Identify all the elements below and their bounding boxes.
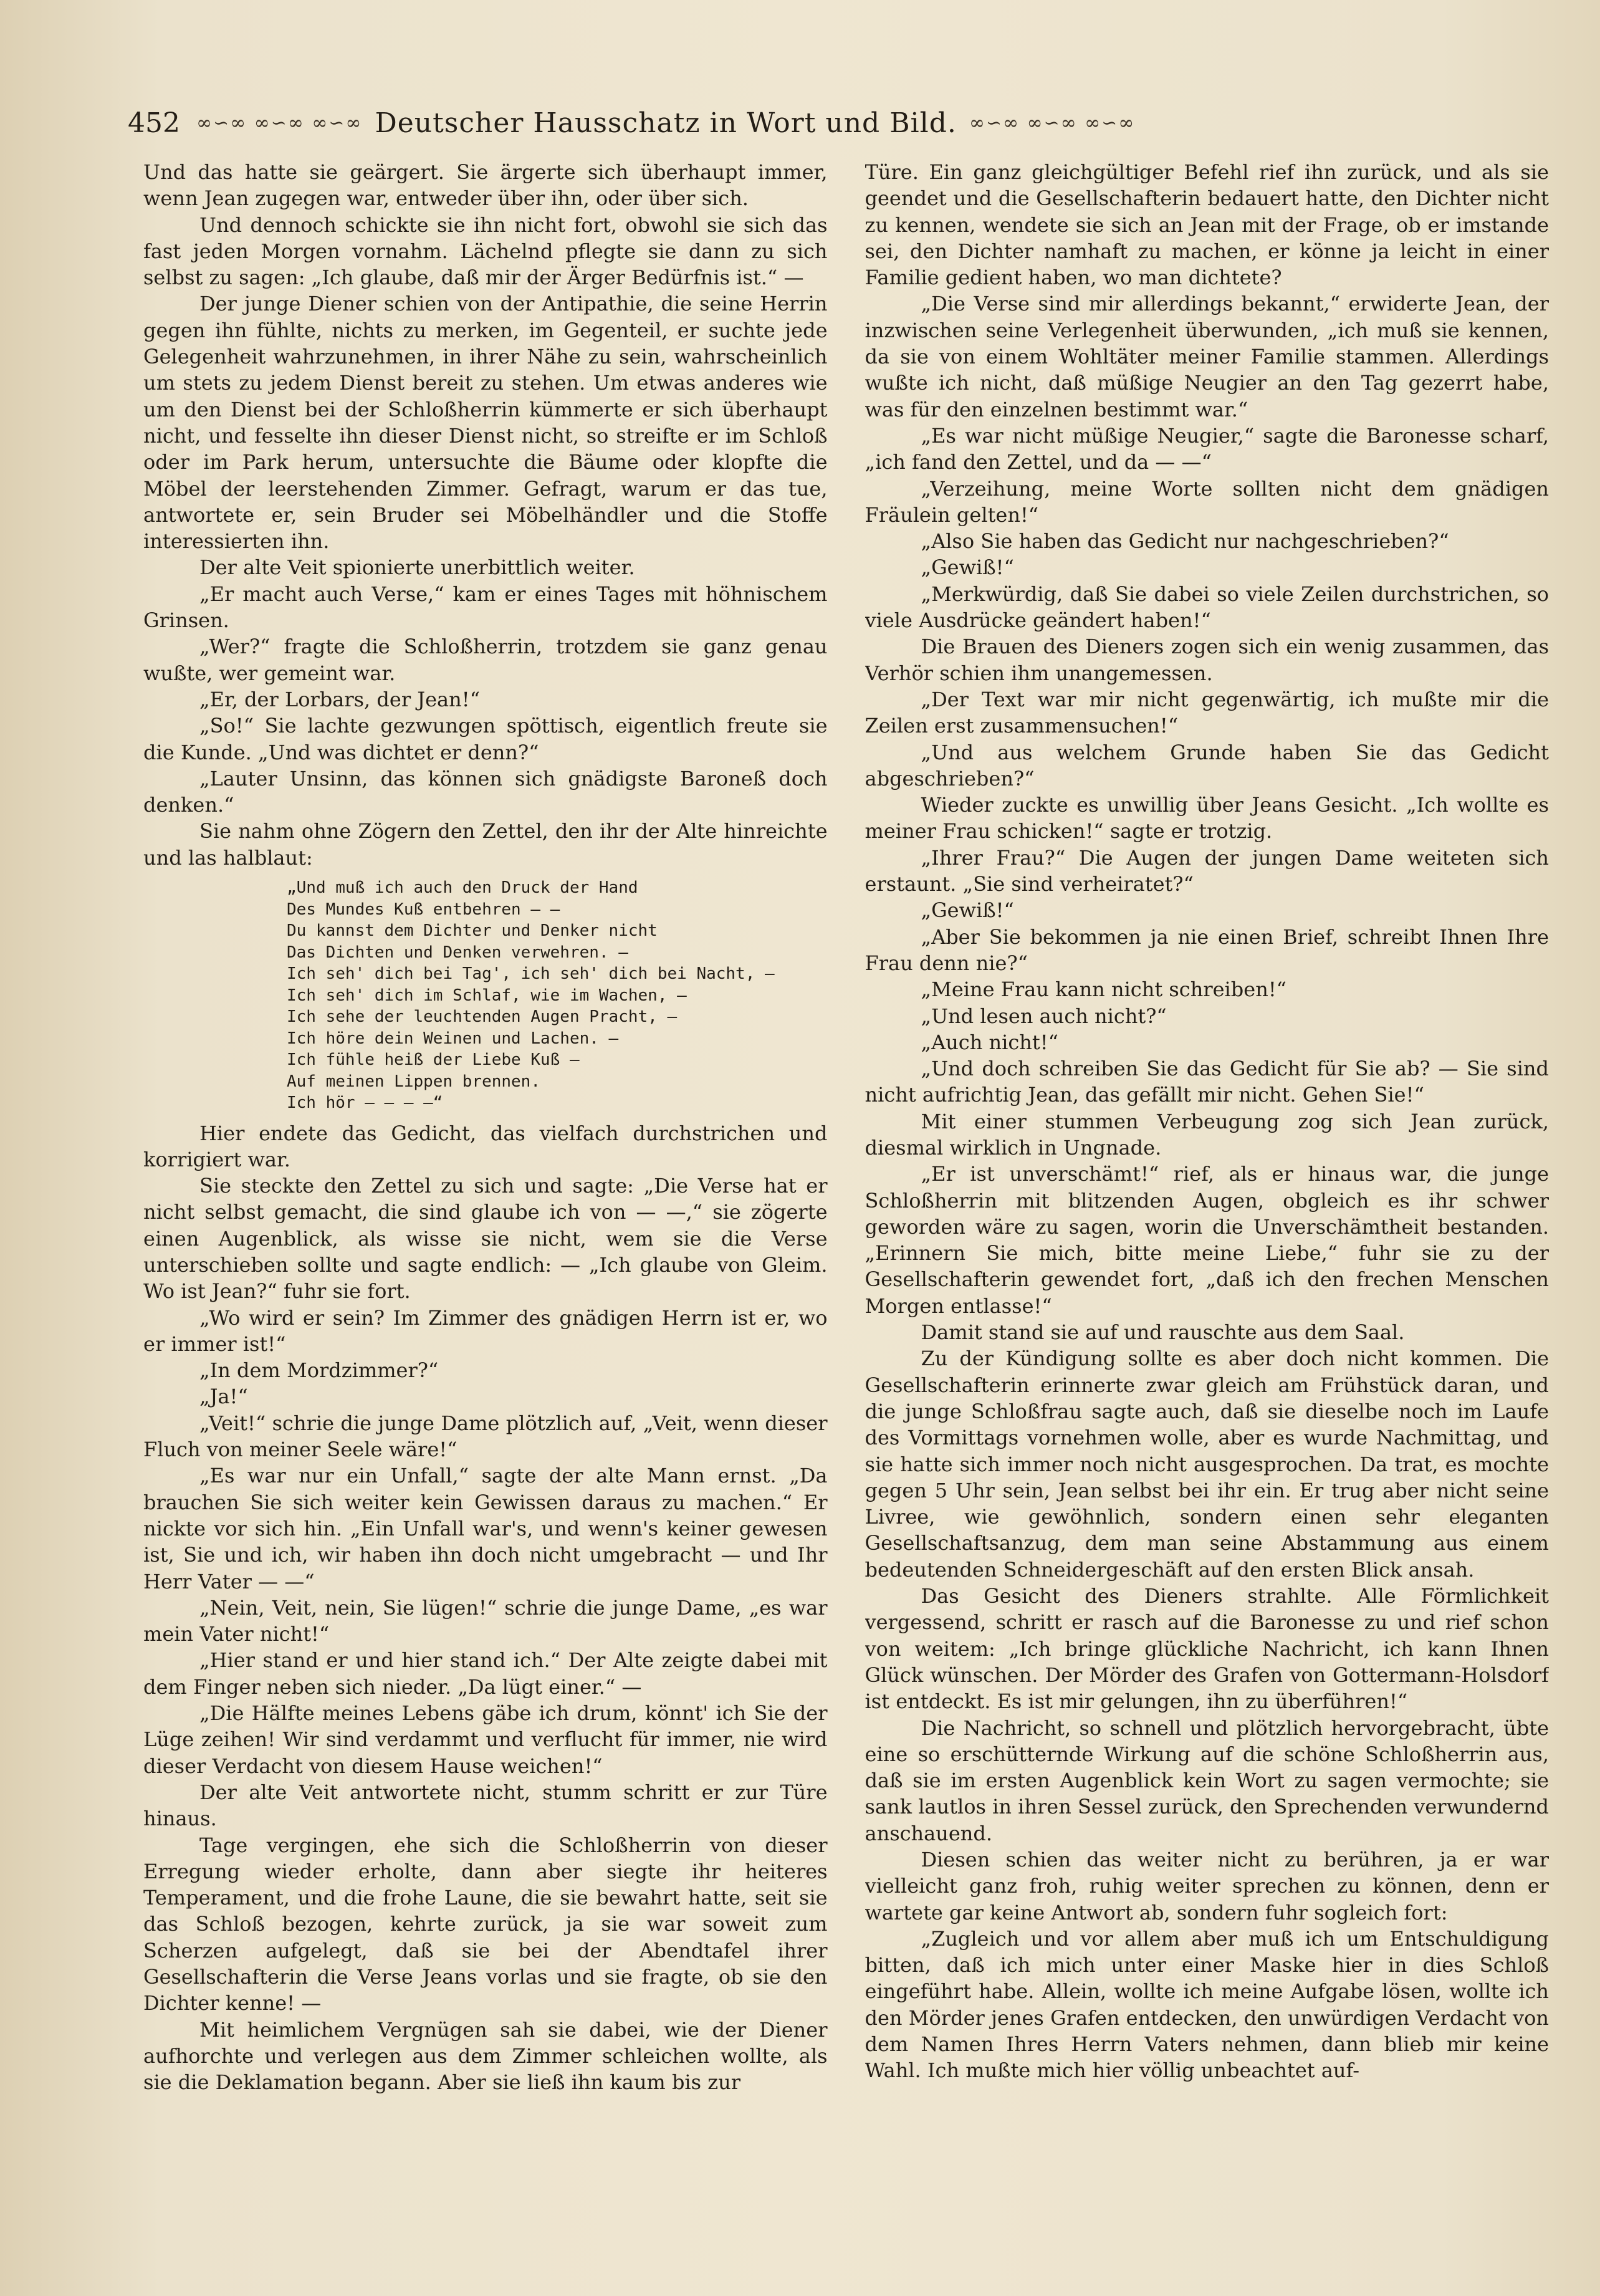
poem-line: „Und muß ich auch den Druck der Hand [287,878,638,898]
paragraph: Der alte Veit antwortete nicht, stumm schritt er zur Türe hinaus. [143,1780,828,1831]
paragraph: „Gewiß!“ [921,555,1014,580]
paragraph: „Wo wird er sein? Im Zimmer des gnädigen Herrn ist er, wo er immer ist!“ [143,1305,828,1356]
paragraph: „Auch nicht!“ [921,1030,1058,1054]
paragraph: „Und aus welchem Grunde haben Sie das Gedicht abgeschrieben?“ [865,740,1549,790]
paragraph: „In dem Mordzimmer?“ [199,1358,439,1383]
paragraph: Der junge Diener schien von der Antipathie, die seine Herrin gegen ihn fühlte, nichts zu merken, im Gegenteil, er suchte jede Gelegenheit wahrzunehmen, in ihrer Nähe zu sein, wahrscheinlich um stets zu jedem Dienst bereit zu stehen. Um etwas anderes wie um den Dienst bei der Schloßherrin kümmerte er sich überhaupt nicht, und fesselte ihn dieser Dienst nicht, so streifte er im Schloß oder im Park herum, untersuchte die Bäume oder klopfte die Möbel der leerstehenden Zimmer. Gefragt, warum er das tue, antwortete er, sein Bruder sei Möbelhändler und die Stoffe interessierten ihn. [143,292,828,554]
paragraph: Türe. Ein ganz gleichgültiger Befehl rief ihn zurück, und als sie geendet und die Gesellschafterin bedauert hatte, den Dichter nicht zu kennen, wendete sie sich an Jean mit der Frage, ob er imstande sei, den Dichter namhaft zu machen, er könne ja leicht in einer Familie gedient haben, wo man dichtete? [865,160,1549,290]
paragraph: Das Gesicht des Dieners strahlte. Alle Förmlichkeit vergessend, schritt er rasch auf die Baronesse zu und rief schon von weitem: „Ich bringe glückliche Nachricht, ich kann Ihnen Glück wünschen. Der Mörder des Grafen von Gottermann-Holsdorf ist entdeckt. Es ist mir gelungen, ihn zu überführen!“ [865,1584,1549,1714]
paragraph: Sie nahm ohne Zögern den Zettel, den ihr der Alte hinreichte und las halblaut: [143,819,828,870]
paragraph: „Es war nicht müßige Neugier,“ sagte die Baronesse scharf, „ich fand den Zettel, und da — —“ [865,423,1549,474]
paragraph: „Hier stand er und hier stand ich.“ Der Alte zeigte dabei mit dem Finger neben sich nieder. „Da lügt einer.“ — [143,1648,828,1699]
right-column [865,159,1550,2260]
page-number: 452 [128,107,180,139]
paragraph: „Lauter Unsinn, das können sich gnädigste Baroneß doch denken.“ [143,766,828,817]
paragraph: Tage vergingen, ehe sich die Schloßherrin von dieser Erregung wieder erholte, dann aber siegte ihr heiteres Temperament, und die frohe Laune, die sie bewahrt hatte, seit sie das Schloß bezogen, kehrte zurück, ja sie war soweit zum Scherzen aufgelegt, daß sie bei der Abendtafel ihrer Gesellschafterin die Verse Jeans vorlas und sie fragte, ob sie den Dichter kenne! — [143,1833,828,2015]
ornament-left-icon: ∞∽∞ ∞∽∞ ∞∽∞ [196,112,363,134]
left-column [143,159,828,2260]
paragraph: „Merkwürdig, daß Sie dabei so viele Zeilen durchstrichen, so viele Ausdrücke geändert haben!“ [865,582,1549,633]
paragraph: „Die Hälfte meines Lebens gäbe ich drum, könnt' ich Sie der Lüge zeihen! Wir sind verdammt und verflucht für immer, nie wird dieser Verdacht von diesem Hause weichen!“ [143,1701,828,1778]
paragraph: „Veit!“ schrie die junge Dame plötzlich auf, „Veit, wenn dieser Fluch von meiner Seele wäre!“ [143,1411,828,1462]
paragraph: Mit einer stummen Verbeugung zog sich Jean zurück, diesmal wirklich in Ungnade. [865,1109,1549,1160]
poem-line: Das Dichten und Denken verwehren. — [287,943,628,962]
ornament-right-icon: ∞∽∞ ∞∽∞ ∞∽∞ [969,112,1136,134]
paragraph: Sie steckte den Zettel zu sich und sagte: „Die Verse hat er nicht selbst gemacht, die sind glaube ich von — —,“ sie zögerte einen Augenblick, als wisse sie nicht, wem sie die Verse unterschieben sollte und sagte endlich: — „Ich glaube von Gleim. Wo ist Jean?“ fuhr sie fort. [143,1174,828,1304]
paragraph: „Wer?“ fragte die Schloßherrin, trotzdem sie ganz genau wußte, wer gemeint war. [143,635,828,685]
poem-line: Auf meinen Lippen brennen. [287,1072,540,1091]
poem-line: Ich hör — — — —“ [287,1093,443,1113]
paragraph: Hier endete das Gedicht, das vielfach durchstrichen und korrigiert war. [143,1121,828,1171]
paragraph: Und das hatte sie geärgert. Sie ärgerte sich überhaupt immer, wenn Jean zugegen war, entweder über ihn, oder über sich. [143,160,828,211]
paragraph: „Gewiß!“ [921,898,1014,923]
paragraph: „Der Text war mir nicht gegenwärtig, ich mußte mir die Zeilen erst zusammensuchen!“ [865,687,1549,738]
paragraph: „Er ist unverschämt!“ rief, als er hinaus war, die junge Schloßherrin mit blitzenden Augen, obgleich es ihr schwer geworden wäre zu sagen, worin die Unverschämtheit bestanden. „Erinnern Sie mich, bitte meine Liebe,“ fuhr sie zu der Gesellschafterin gewendet fort, „daß ich den frechen Menschen Morgen entlasse!“ [865,1162,1549,1318]
paragraph: Diesen schien das weiter nicht zu berühren, ja er war vielleicht ganz froh, ruhig weiter sprechen zu können, denn er wartete gar keine Antwort ab, sondern fuhr sogleich fort: [865,1848,1549,1924]
paragraph: „Zugleich und vor allem aber muß ich um Entschuldigung bitten, daß ich mich unter einer Maske hier in dies Schloß eingeführt habe. Allein, wollte ich meine Aufgabe lösen, wollte ich den Mörder jenes Grafen entdecken, den unwürdigen Verdacht von dem Namen Ihres Herrn Vaters nehmen, dann blieb mir keine Wahl. Ich mußte mich hier völlig unbeachtet auf- [865,1926,1549,2083]
paragraph: „Meine Frau kann nicht schreiben!“ [921,977,1287,1002]
poem-line: Ich seh' dich im Schlaf, wie im Wachen, — [287,986,687,1005]
poem-line: Des Mundes Kuß entbehren — — [287,900,560,919]
paragraph: Der alte Veit spionierte unerbittlich weiter. [199,555,635,580]
paragraph: Die Nachricht, so schnell und plötzlich hervorgebracht, übte eine so erschütternde Wirkung auf die schöne Schloßherrin aus, daß sie im ersten Augenblick kein Wort zu sagen vermochte; sie sank lautlos in ihren Sessel zurück, den Sprechenden verwundernd anschauend. [865,1716,1549,1845]
paragraph: Mit heimlichem Vergnügen sah sie dabei, wie der Diener aufhorchte und verlegen aus dem Zimmer schleichen wollte, als sie die Deklamation begann. Aber sie ließ ihn kaum bis zur [143,2017,828,2095]
paragraph: Zu der Kündigung sollte es aber doch nicht kommen. Die Gesellschafterin erinnerte zwar gleich am Frühstück daran, und die junge Schloßfrau sagte auch, daß sie dieselbe noch im Laufe des Vormittags vornehmen wolle, aber es wurde Nachmittag, und sie hatte sich immer noch nicht ausgesprochen. Da trat, es mochte gegen 5 Uhr sein, Jean selbst bei ihr ein. Er trug aber nicht seine Livree, wie gewöhnlich, sondern einen sehr eleganten Gesellschaftsanzug, dem man seine Abstammung aus einem bedeutenden Schneidergeschäft auf den ersten Blick ansah. [865,1347,1549,1582]
poem [287,877,828,1114]
poem-line: Du kannst dem Dichter und Denker nicht [287,921,658,941]
paragraph: „Aber Sie bekommen ja nie einen Brief, schreibt Ihnen Ihre Frau denn nie?“ [865,925,1549,975]
paragraph: „Er, der Lorbars, der Jean!“ [199,687,480,711]
text-columns [143,159,1549,2260]
paragraph: Damit stand sie auf und rauschte aus dem Saal. [921,1320,1405,1345]
paragraph: „Er macht auch Verse,“ kam er eines Tages mit höhnischem Grinsen. [143,582,828,633]
paragraph: „So!“ Sie lachte gezwungen spöttisch, eigentlich freute sie die Kunde. „Und was dichtet er denn?“ [143,714,828,764]
poem-line: Ich seh' dich bei Tag', ich seh' dich bei Nacht, — [287,964,775,984]
paragraph: „Verzeihung, meine Worte sollten nicht dem gnädigen Fräulein gelten!“ [865,476,1549,527]
page-header [128,101,1462,145]
paragraph: „Also Sie haben das Gedicht nur nachgeschrieben?“ [921,529,1449,554]
poem-line: Ich höre dein Weinen und Lachen. — [287,1029,619,1048]
paragraph: „Ja!“ [199,1385,248,1409]
poem-line: Ich sehe der leuchtenden Augen Pracht, — [287,1007,678,1027]
paragraph: „Und lesen auch nicht?“ [921,1004,1167,1028]
poem-line: Ich fühle heiß der Liebe Kuß — [287,1050,580,1070]
paragraph: „Und doch schreiben Sie das Gedicht für Sie ab? — Sie sind nicht aufrichtig Jean, das gefällt mir nicht. Gehen Sie!“ [865,1057,1549,1107]
paragraph: „Nein, Veit, nein, Sie lügen!“ schrie die junge Dame, „es war mein Vater nicht!“ [143,1595,828,1646]
paragraph: Die Brauen des Dieners zogen sich ein wenig zusammen, das Verhör schien ihm unangemessen. [865,635,1549,685]
paragraph: „Ihrer Frau?“ Die Augen der jungen Dame weiteten sich erstaunt. „Sie sind verheiratet?“ [865,845,1549,896]
running-head-title: Deutscher Hausschatz in Wort und Bild. [375,107,957,139]
paragraph: „Es war nur ein Unfall,“ sagte der alte Mann ernst. „Da brauchen Sie sich weiter kein Gewissen daraus zu machen.“ Er nickte vor sich hin. „Ein Unfall war's, und wenn's keiner gewesen ist, Sie und ich, wir haben ihn doch nicht umgebracht — und Ihr Herr Vater — —“ [143,1464,828,1593]
paragraph: „Die Verse sind mir allerdings bekannt,“ erwiderte Jean, der inzwischen seine Verlegenheit überwunden, „ich muß sie kennen, da sie von einem Wohltäter meiner Familie stammen. Allerdings wußte ich nicht, daß müßige Neugier an den Tag gezerrt habe, was für den einzelnen bestimmt war.“ [865,292,1549,421]
paragraph: Wieder zuckte es unwillig über Jeans Gesicht. „Ich wollte es meiner Frau schicken!“ sagte er trotzig. [865,793,1549,843]
paragraph: Und dennoch schickte sie ihn nicht fort, obwohl sie sich das fast jeden Morgen vornahm. Lächelnd pflegte sie dann zu sich selbst zu sagen: „Ich glaube, daß mir der Ärger Bedürfnis ist.“ — [143,213,828,290]
